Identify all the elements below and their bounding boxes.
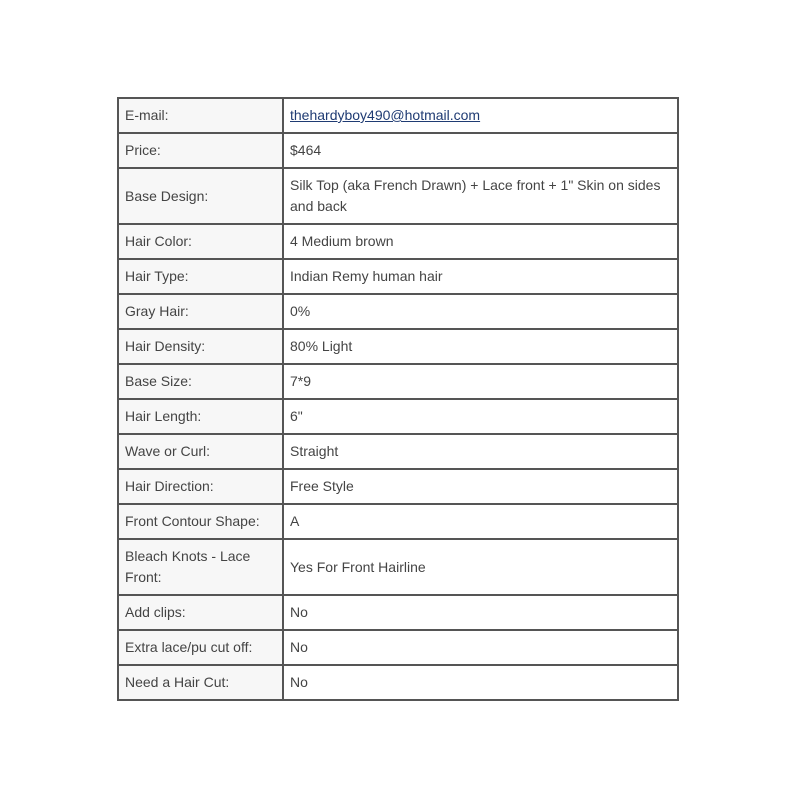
row-label: Hair Length: [118,399,283,434]
table-row [118,224,678,259]
row-value: $464 [283,133,678,168]
row-value: 80% Light [283,329,678,364]
table-row [118,329,678,364]
table-row [118,294,678,329]
row-value: 4 Medium brown [283,224,678,259]
row-label: E-mail: [118,98,283,133]
table-row [118,259,678,294]
table-row [118,98,678,133]
table-row [118,630,678,665]
row-value: Straight [283,434,678,469]
row-label: Hair Density: [118,329,283,364]
row-label: Front Contour Shape: [118,504,283,539]
table-row [118,665,678,700]
row-value: Indian Remy human hair [283,259,678,294]
row-value [283,98,678,133]
row-label: Base Size: [118,364,283,399]
row-value: A [283,504,678,539]
row-label: Hair Color: [118,224,283,259]
order-spec-table [117,97,679,701]
row-value: 7*9 [283,364,678,399]
row-value: No [283,665,678,700]
table-row [118,469,678,504]
row-label: Extra lace/pu cut off: [118,630,283,665]
row-label: Price: [118,133,283,168]
row-value: Silk Top (aka French Drawn) + Lace front + 1" Skin on sides and back [283,168,678,224]
row-value: 0% [283,294,678,329]
row-label: Base Design: [118,168,283,224]
table-row [118,539,678,595]
row-value: Free Style [283,469,678,504]
row-label: Hair Direction: [118,469,283,504]
email-link[interactable]: thehardyboy490@hotmail.com [290,107,481,123]
row-label: Bleach Knots - Lace Front: [118,539,283,595]
row-label: Need a Hair Cut: [118,665,283,700]
row-value: No [283,595,678,630]
table-row [118,399,678,434]
table-row [118,434,678,469]
table-row [118,133,678,168]
row-value: Yes For Front Hairline [283,539,678,595]
table-row [118,504,678,539]
table-row [118,595,678,630]
table-row [118,364,678,399]
row-value: No [283,630,678,665]
row-value: 6" [283,399,678,434]
row-label: Gray Hair: [118,294,283,329]
row-label: Wave or Curl: [118,434,283,469]
table-row [118,168,678,224]
row-label: Hair Type: [118,259,283,294]
row-label: Add clips: [118,595,283,630]
